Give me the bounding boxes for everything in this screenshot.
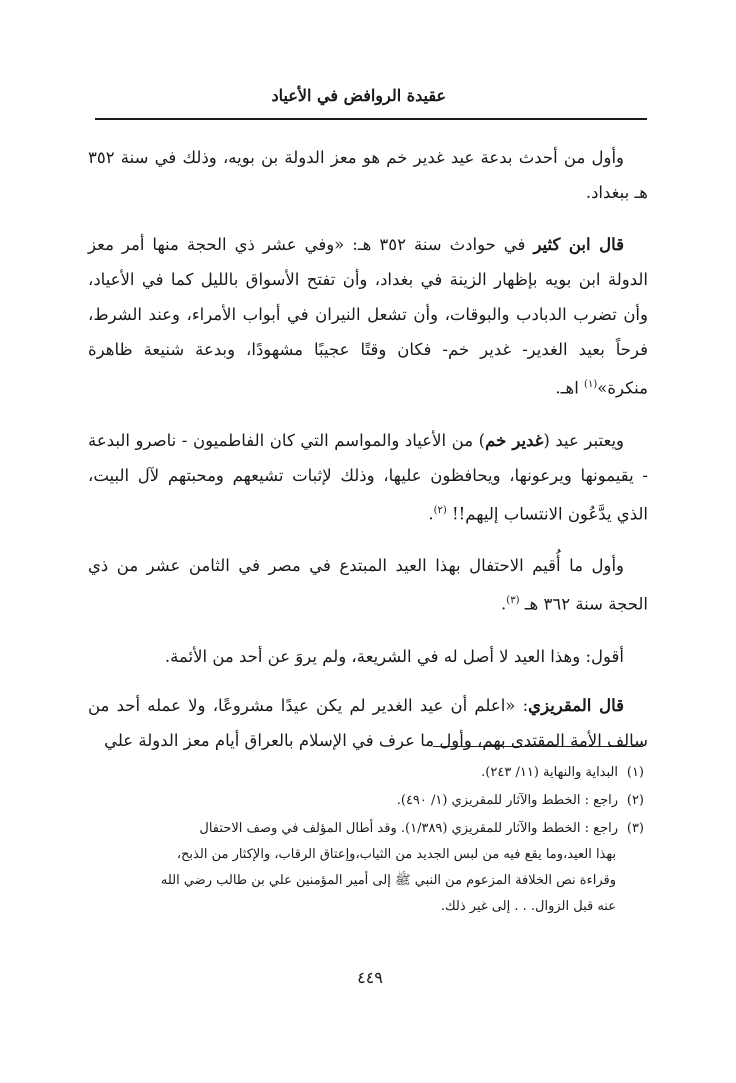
footnote-ref-1[interactable]: (١) [584,379,598,390]
quote-speaker: قال المقريزي [528,695,624,715]
footnote-2 [88,788,644,814]
paragraph-5: أقول: وهذا العيد لا أصل له في الشريعة، ولم يروَ عن أحد من الأئمة. [164,646,624,666]
footnote-number: (٣) [626,821,644,836]
paragraph-4: وأول ما أُقيم الاحتفال بهذا العيد المبتدع في مصر في الثامن عشر من ذي الحجة سنة ٣٦٢ هـ $^{(٣)}$. [88,556,648,614]
main-text [88,140,648,775]
footnote-text-line: عنه قبل الزوال. . . إلى غير ذلك. [440,899,616,914]
paragraph-3: ويعتبر عيد (غدير خم) من الأعياد والمواسم التي كان الفاطميون - ناصرو البدعة - يقيمونها ويرعونها، ويحافظون عليها، وذلك لإثبات تشيعهم ومحبتهم لآل البيت، الذي يدَّعُون الانتساب إليهم!! $^{(٢)}$. [88,430,648,523]
footnote-number: (٢) [626,793,644,808]
footnote-number: (١) [626,765,644,780]
paragraph-4-text: وأول ما أُقيم الاحتفال بهذا العيد المبتدع في مصر في الثامن عشر من ذي الحجة سنة ٣٦٢ هـ [88,556,648,614]
running-header-title: عقيدة الروافض في الأعياد [271,86,446,105]
paragraph-1: وأول من أحدث بدعة عيد غدير خم هو معز الدولة بن بويه، وذلك في سنة ٣٥٢ هـ ببغداد. [88,148,648,202]
footnote-text: راجع : الخطط والآثار للمقريزي (١/ ٤٩٠). [396,793,618,808]
paragraph-2: قال ابن كثير في حوادث سنة ٣٥٢ هـ: «وفي عشر ذي الحجة منها أمر معز الدولة ابن بويه بإظهار الزينة في بغداد، وأن تفتح الأسواق بالليل كما في الأعياد، وأن تضرب الدبادب والبوقات، وأن تشعل النيران في أبواب الأمراء، وعند الشرط، فرحاً بعيد الغدير- غدير خم- فكان وقتًا عجيبًا مشهودًا، وبدعة شنيعة ظاهرة منكرة»$^{(١)}$ اهـ. [88,235,648,398]
footnote-text: البداية والنهاية (١١/ ٢٤٣). [481,765,618,780]
paragraph-6 [88,688,648,758]
emphasis-term: غدير خم [485,430,544,450]
footnote-divider [433,746,643,747]
header-divider [95,118,647,120]
page-number: ٤٤٩ [357,968,383,987]
footnote-text: راجع : الخطط والآثار للمقريزي (١/٣٨٩). وقد أطال المؤلف في وصف الاحتفال [199,821,618,836]
quote-speaker: قال ابن كثير [533,235,625,254]
footnote-3 [88,816,644,920]
footnotes [88,760,644,922]
paragraph-3-text: ) من الأعياد والمواسم التي كان الفاطميون - ناصرو البدعة - يقيمونها ويرعونها، ويحافظون عليها، وذلك لإثبات تشيعهم ومحبتهم لآل البيت، الذي يدَّعُون الانتساب إليهم!! [88,430,648,523]
paragraph-6-text: : «اعلم أن عيد الغدير لم يكن عيدًا مشروعًا، ولا عمله أحد من سالف الأمة المقتدى بهم، وأول ما عرف في الإسلام بالعراق أيام معز الدولة علي [88,695,648,750]
footnote-1 [88,760,644,786]
footnote-ref-3[interactable]: (٣) [506,595,520,606]
footnote-text-line: بهذا العيد،وما يقع فيه من لبس الجديد من الثياب،وإعتاق الرقاب، والإكثار من الذبح، [176,847,616,862]
paragraph-2-text: في حوادث سنة ٣٥٢ هـ: «وفي عشر ذي الحجة منها أمر معز الدولة ابن بويه بإظهار الزينة في بغداد، وأن تفتح الأسواق بالليل كما في الأعياد، وأن تضرب الدبادب والبوقات، وأن تشعل النيران في أبواب الأمراء، وعند الشرط، فرحاً بعيد الغدير- غدير خم- فكان وقتًا عجيبًا مشهودًا، وبدعة شنيعة ظاهرة منكرة» [88,235,648,398]
footnote-ref-2[interactable]: (٢) [433,504,447,516]
footnote-text-line: وقراءة نص الخلافة المزعوم من النبي ﷺ إلى أمير المؤمنين علي بن طالب رضي الله [160,873,616,888]
